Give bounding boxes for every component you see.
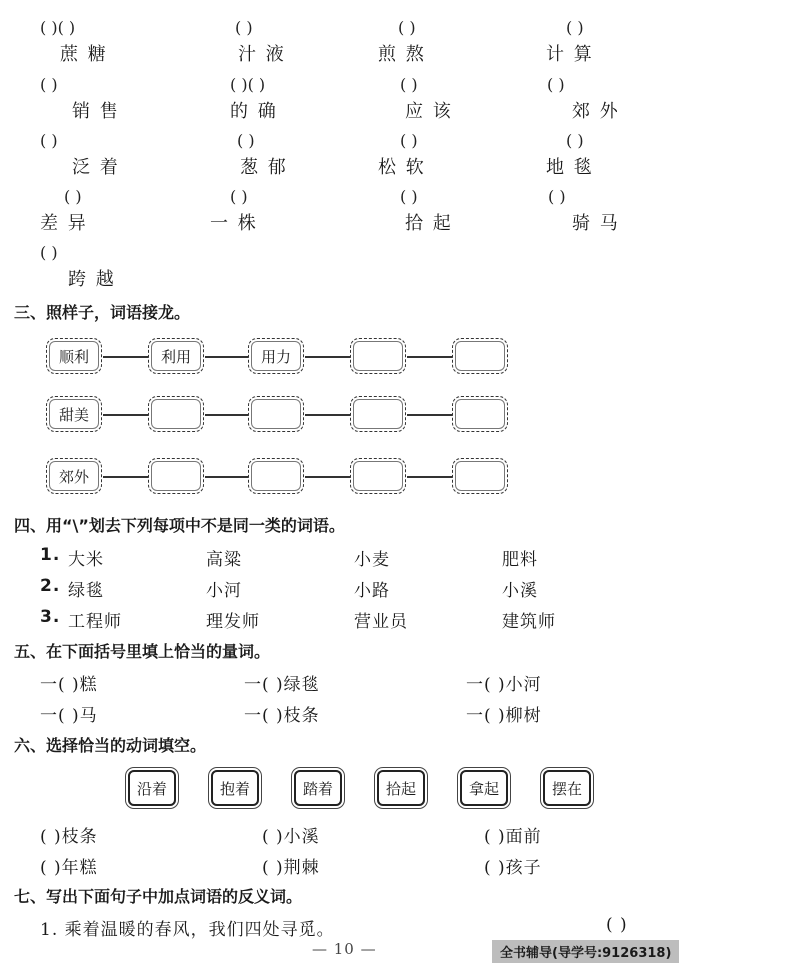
verb-option[interactable]: 摆在 [543,770,591,806]
measure-word-blank[interactable]: 一( )小河 [466,675,542,695]
word-option[interactable]: 绿毯 [68,581,104,601]
pinyin-blank[interactable]: ( )( ) [230,75,266,94]
word-item: 泛 着 [72,157,120,178]
word-item: 郊 外 [572,101,620,122]
measure-word-blank[interactable]: 一( )马 [40,706,98,726]
pinyin-blank[interactable]: ( ) [566,131,584,150]
verb-option[interactable]: 拾起 [377,770,425,806]
chain-box-empty[interactable] [350,338,406,374]
question-text: 1. 乘着温暖的春风，我们四处寻觅。 [40,920,335,940]
chain-box-empty[interactable] [452,396,508,432]
word-option[interactable]: 小路 [354,581,390,601]
word-option[interactable]: 小河 [206,581,242,601]
word-option[interactable]: 大米 [68,550,104,570]
word-item: 蔗 糖 [60,44,108,65]
verb-fill-blank[interactable]: ( )荆棘 [262,858,320,878]
word-option[interactable]: 工程师 [68,612,122,632]
word-item: 煎 熬 [378,44,426,65]
pinyin-blank[interactable]: ( ) [548,187,566,206]
pinyin-blank[interactable]: ( ) [64,187,82,206]
word-item: 跨 越 [68,269,116,290]
pinyin-blank[interactable]: ( ) [400,187,418,206]
connector-line [407,356,452,358]
verb-fill-blank[interactable]: ( )面前 [484,827,542,847]
section6-title: 六、选择恰当的动词填空。 [14,736,207,755]
connector-line [305,356,350,358]
word-item: 销 售 [72,101,120,122]
chain-box-empty[interactable] [452,458,508,494]
section3-title: 三、照样子，词语接龙。 [14,303,191,322]
chain-box-empty[interactable] [350,396,406,432]
section5-title: 五、在下面括号里填上恰当的量词。 [14,642,271,661]
measure-word-blank[interactable]: 一( )枝条 [244,706,320,726]
word-item: 计 算 [546,44,594,65]
section7-title: 七、写出下面句子中加点词语的反义词。 [14,887,303,906]
word-item: 葱 郁 [240,157,288,178]
chain-box-empty[interactable] [148,458,204,494]
connector-line [205,356,248,358]
word-option[interactable]: 理发师 [206,612,260,632]
connector-line [305,476,350,478]
chain-box-filled: 用力 [248,338,304,374]
chain-box-empty[interactable] [148,396,204,432]
pinyin-blank[interactable]: ( ) [547,75,565,94]
verb-option[interactable]: 拿起 [460,770,508,806]
word-item: 的 确 [230,101,278,122]
pinyin-blank[interactable]: ( ) [40,243,58,262]
pinyin-blank[interactable]: ( ) [398,18,416,37]
connector-line [205,476,248,478]
item-number: 1. [40,545,61,565]
connector-line [407,476,452,478]
pinyin-blank[interactable]: ( ) [230,187,248,206]
section7-question-1 [40,915,335,940]
pinyin-blank[interactable]: ( ) [400,75,418,94]
word-item: 地 毯 [546,157,594,178]
word-option[interactable]: 高粱 [206,550,242,570]
pinyin-blank[interactable]: ( ) [40,131,58,150]
word-item: 汁 液 [238,44,286,65]
word-item: 骑 马 [572,213,620,234]
connector-line [305,414,350,416]
chain-box-filled: 郊外 [46,458,102,494]
word-item: 一 株 [210,213,258,234]
chain-box-empty[interactable] [248,458,304,494]
measure-word-blank[interactable]: 一( )柳树 [466,706,542,726]
answer-blank[interactable]: ( ) [606,915,628,935]
connector-line [407,414,452,416]
verb-fill-blank[interactable]: ( )小溪 [262,827,320,847]
chain-box-empty[interactable] [350,458,406,494]
chain-box-empty[interactable] [248,396,304,432]
word-item: 差 异 [40,213,88,234]
word-item: 应 该 [405,101,453,122]
connector-line [103,356,148,358]
verb-fill-blank[interactable]: ( )枝条 [40,827,98,847]
measure-word-blank[interactable]: 一( )糕 [40,675,98,695]
word-option[interactable]: 小溪 [502,581,538,601]
chain-box-filled: 甜美 [46,396,102,432]
chain-box-filled: 顺利 [46,338,102,374]
chain-box-filled: 利用 [148,338,204,374]
pinyin-blank[interactable]: ( ) [40,75,58,94]
word-item: 拾 起 [405,213,453,234]
word-option[interactable]: 建筑师 [502,612,556,632]
page-number: — 10 — [312,940,377,958]
chain-box-empty[interactable] [452,338,508,374]
word-option[interactable]: 营业员 [354,612,408,632]
verb-option[interactable]: 踏着 [294,770,342,806]
section4-title: 四、用“\”划去下列每项中不是同一类的词语。 [14,516,345,535]
word-option[interactable]: 肥料 [502,550,538,570]
pinyin-blank[interactable]: ( ) [566,18,584,37]
guide-number-tag: 全书辅导(导学号:9126318) [492,940,679,963]
verb-fill-blank[interactable]: ( )年糕 [40,858,98,878]
measure-word-blank[interactable]: 一( )绿毯 [244,675,320,695]
verb-option[interactable]: 抱着 [211,770,259,806]
pinyin-blank[interactable]: ( ) [400,131,418,150]
item-number: 3. [40,607,61,627]
connector-line [103,476,148,478]
word-item: 松 软 [378,157,426,178]
connector-line [205,414,248,416]
pinyin-blank[interactable]: ( ) [235,18,253,37]
word-option[interactable]: 小麦 [354,550,390,570]
item-number: 2. [40,576,61,596]
verb-fill-blank[interactable]: ( )孩子 [484,858,542,878]
verb-option[interactable]: 沿着 [128,770,176,806]
connector-line [103,414,148,416]
pinyin-blank[interactable]: ( )( ) [40,18,76,37]
pinyin-blank[interactable]: ( ) [237,131,255,150]
